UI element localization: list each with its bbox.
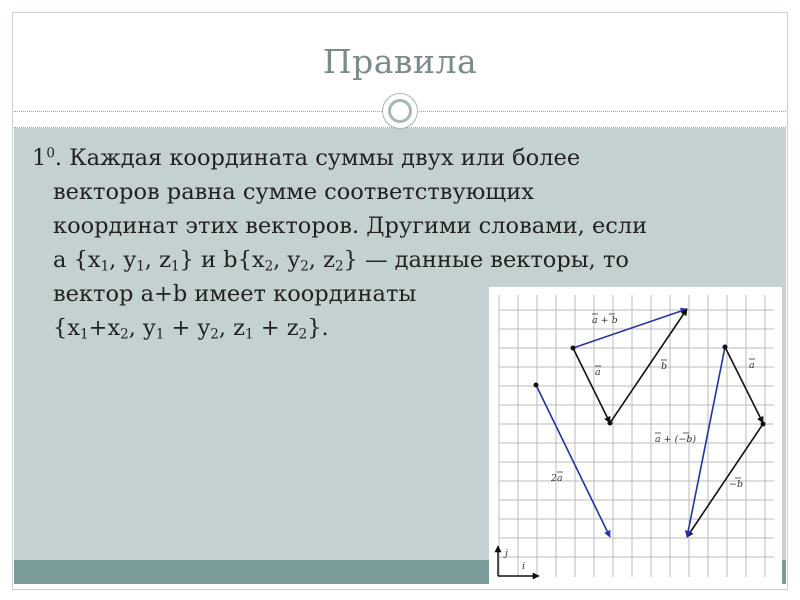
label-two-a: 2a [551, 473, 563, 484]
point-left-a-start [571, 346, 576, 351]
point-right-a-end [761, 422, 766, 427]
label-i: i [522, 561, 526, 572]
point-left-a-end [608, 421, 613, 426]
rule-line-6: {$x_1+x_2$, $y_1 + y_2$, $z_1 + z_2$}. [53, 315, 329, 343]
label-a-plus-minus-b: a + (−b) [655, 434, 697, 445]
rule-line-1: $1^0$. Каждая координата суммы двух или более [32, 145, 581, 171]
label-a-left: a [595, 367, 601, 378]
vector-figure [489, 287, 782, 588]
rule-line-3: координат этих векторов. Другими словами, если [53, 213, 648, 239]
vector-diagram [489, 287, 782, 588]
label-a-right: a [749, 360, 755, 371]
rule-line-4: a {$x_1$, $y_1$, $z_1$} и $b\{x_2$, $y_2$, $z_2$} — данные векторы, то [53, 247, 629, 275]
label-b: b [661, 361, 668, 372]
point-two-a-start [534, 383, 539, 388]
rule-line-5: вектор a+b имеет координаты [53, 281, 417, 307]
rule-line-2: векторов равна сумме соответствующих [53, 179, 534, 205]
slide-title: Правила [322, 42, 478, 81]
label-j: j [505, 548, 508, 559]
point-right-a-start [723, 345, 728, 350]
label-minus-b: −b [729, 479, 744, 490]
label-a-plus-b: a + b [592, 315, 618, 326]
circle-ornament-icon [382, 93, 418, 129]
